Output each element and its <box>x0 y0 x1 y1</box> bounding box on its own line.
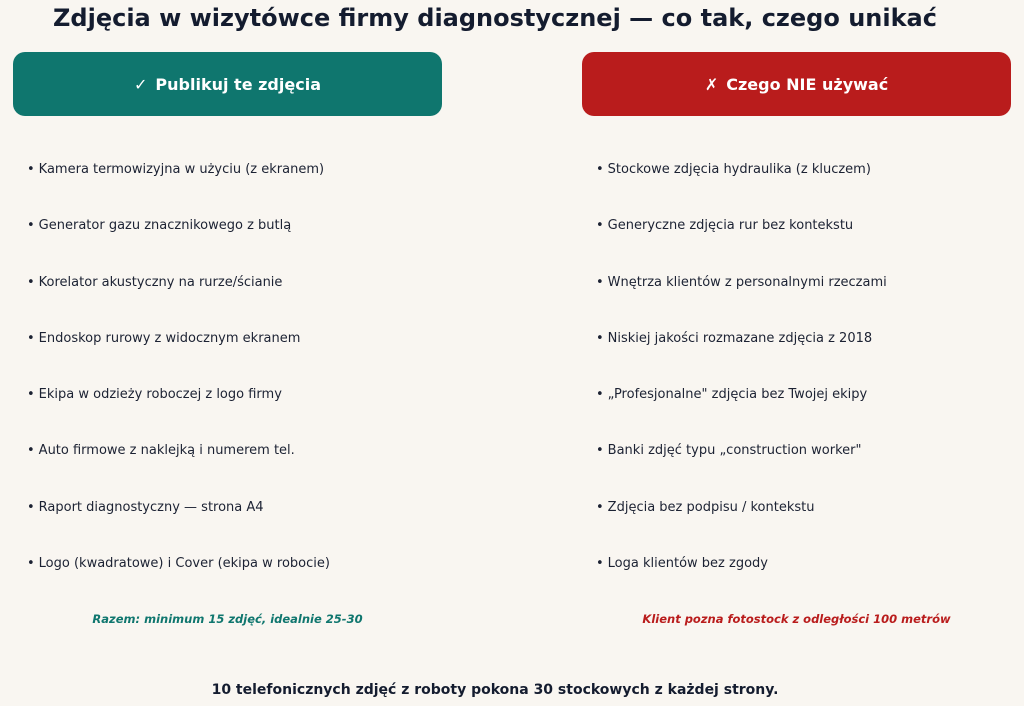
dont-list-item-text: Loga klientów bez zgody <box>607 556 768 572</box>
do-list-item <box>27 440 330 496</box>
bullet: • <box>596 499 604 515</box>
do-list-item-text: Ekipa w odzieży roboczej z logo firmy <box>38 387 282 403</box>
dont-list-item-text: Niskiej jakości rozmazane zdjęcia z 2018 <box>607 330 873 346</box>
dont-list-item <box>596 440 887 496</box>
dont-list-item-text: Wnętrza klientów z personalnymi rzeczami <box>607 274 887 290</box>
do-header <box>13 52 442 116</box>
bullet: • <box>596 274 604 290</box>
do-list-item <box>27 159 330 215</box>
dont-header <box>582 52 1011 116</box>
dont-list-item-text: Generyczne zdjęcia rur bez kontekstu <box>607 218 854 234</box>
do-list-item-text: Kamera termowizyjna w użyciu (z ekranem) <box>38 162 325 177</box>
dont-list-item-text: Stockowe zdjęcia hydraulika (z kluczem) <box>607 162 871 177</box>
do-header-label: Publikuj te zdjęcia <box>155 74 321 94</box>
dont-list-item-text: Banki zdjęć typu „construction worker" <box>607 443 862 459</box>
dont-list-item-text: Zdjęcia bez podpisu / kontekstu <box>607 499 815 515</box>
do-list-item-text: Endoskop rurowy z widocznym ekranem <box>38 330 301 346</box>
bullet: • <box>27 443 35 459</box>
bullet: • <box>596 330 604 346</box>
bullet: • <box>27 556 35 572</box>
do-list-item-text: Korelator akustyczny na rurze/ścianie <box>38 274 283 290</box>
bullet: • <box>27 218 35 234</box>
bullet: • <box>27 162 35 177</box>
do-list-item-text: Raport diagnostyczny — strona A4 <box>38 499 264 515</box>
do-list-item <box>27 272 330 328</box>
dont-list-item <box>596 215 887 271</box>
dont-list-item <box>596 159 887 215</box>
bullet: • <box>27 387 35 403</box>
bullet: • <box>596 556 604 572</box>
do-list-item-text: Auto firmowe z naklejką i numerem tel. <box>38 443 295 459</box>
cross-mark-icon: ✗ <box>704 74 719 94</box>
do-summary: Razem: minimum 15 zdjęć, idealnie 25-30 <box>92 612 363 626</box>
dont-column <box>582 52 1011 626</box>
dont-list-item <box>596 272 887 328</box>
check-mark-icon: ✓ <box>134 74 148 94</box>
do-list <box>27 159 330 609</box>
dont-list-item <box>596 497 887 553</box>
do-list-item-text: Logo (kwadratowe) i Cover (ekipa w robocie) <box>38 556 330 572</box>
bullet: • <box>27 499 35 515</box>
do-column <box>13 52 442 626</box>
bullet: • <box>596 443 604 459</box>
dont-list-item <box>596 553 887 609</box>
dont-list-item-text: „Profesjonalne" zdjęcia bez Twojej ekipy <box>607 387 868 403</box>
do-list-item <box>27 497 330 553</box>
dont-summary: Klient pozna fotostock z odległości 100 metrów <box>642 612 951 626</box>
dont-header-label: Czego NIE używać <box>726 74 889 94</box>
do-list-item <box>27 328 330 384</box>
do-list-item <box>27 553 330 609</box>
bullet: • <box>27 330 35 346</box>
dont-list <box>596 159 887 609</box>
dont-list-item <box>596 384 887 440</box>
footer-note: 10 telefonicznych zdjęć z roboty pokona 30 stockowych z każdej strony. <box>211 682 779 698</box>
page-title: Zdjęcia w wizytówce firmy diagnostycznej — co tak, czego unikać <box>53 4 937 32</box>
bullet: • <box>27 274 35 290</box>
do-list-item <box>27 215 330 271</box>
do-list-item <box>27 384 330 440</box>
do-list-item-text: Generator gazu znacznikowego z butlą <box>38 218 292 234</box>
bullet: • <box>596 162 604 177</box>
bullet: • <box>596 387 604 403</box>
bullet: • <box>596 218 604 234</box>
dont-list-item <box>596 328 887 384</box>
